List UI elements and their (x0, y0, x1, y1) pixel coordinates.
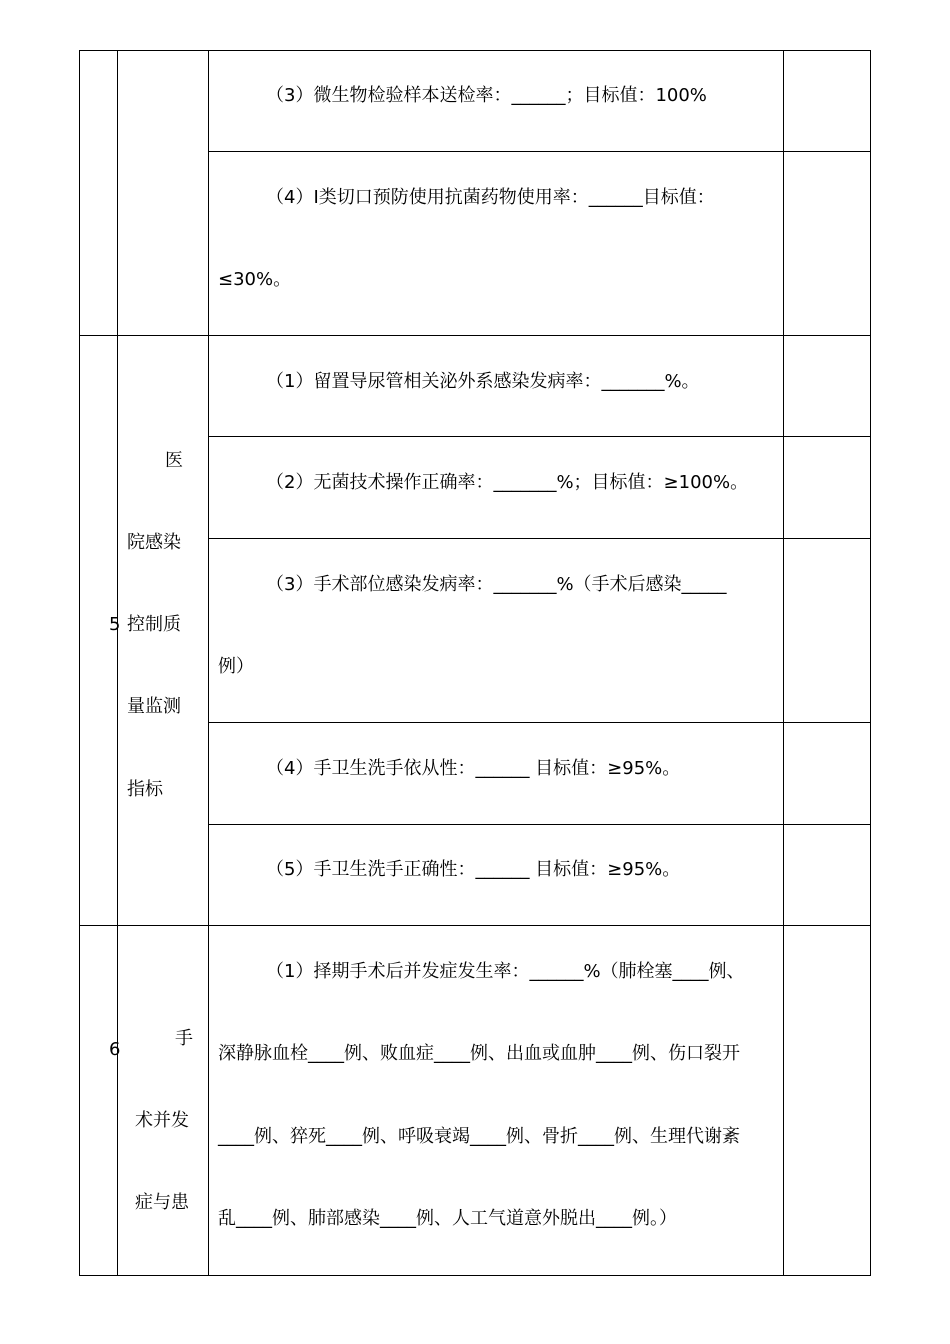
column-divider-remark (783, 50, 784, 1276)
item-text: （5）手卫生洗手正确性：______ 目标值：≥95%。 (266, 859, 681, 880)
item-divider (208, 436, 871, 437)
item-text: 乱____例、肺部感染____例、人工气道意外脱出____例。） (218, 1208, 677, 1229)
table-border-bottom (79, 1275, 871, 1276)
item-divider (208, 538, 871, 539)
item-text: ____例、猝死____例、呼吸衰竭____例、骨折____例、生理代谢紊 (218, 1126, 740, 1147)
item-text: ≤30%。 (218, 269, 292, 290)
table-border-top (79, 50, 871, 51)
table-border-right (870, 50, 871, 1276)
row-number: 5 (109, 614, 121, 635)
category-label: 院感染 (127, 532, 181, 553)
category-label: 量监测 (127, 696, 181, 717)
category-label: 术并发 (135, 1110, 189, 1131)
column-divider-number (117, 50, 118, 1276)
item-text: 深静脉血栓____例、败血症____例、出血或血肿____例、伤口裂开 (218, 1043, 740, 1064)
row-divider-section-6 (79, 925, 871, 926)
item-text: （3）手术部位感染发病率：_______%（手术后感染_____ (266, 574, 727, 595)
item-text: （1）择期手术后并发症发生率：______%（肺栓塞____例、 (266, 961, 745, 982)
category-label: 指标 (127, 779, 163, 800)
item-text: 例） (218, 656, 254, 677)
column-divider-category (208, 50, 209, 1276)
row-divider-section-5 (79, 335, 871, 336)
item-divider (208, 722, 871, 723)
indicator-table (79, 50, 871, 1276)
item-divider (208, 824, 871, 825)
category-label: 手 (175, 1028, 193, 1049)
category-label: 控制质 (127, 614, 181, 635)
item-text: （2）无菌技术操作正确率：_______%；目标值：≥100%。 (266, 472, 749, 493)
item-text: （1）留置导尿管相关泌外系感染发病率：_______%。 (266, 371, 700, 392)
item-divider (208, 151, 871, 152)
category-label: 医 (165, 450, 183, 471)
table-border-left (79, 50, 80, 1276)
item-text: （3）微生物检验样本送检率：______；目标值：100% (266, 85, 707, 106)
item-text: （4）Ⅰ类切口预防使用抗菌药物使用率：______目标值： (266, 187, 715, 208)
category-label: 症与患 (135, 1192, 189, 1213)
item-text: （4）手卫生洗手依从性：______ 目标值：≥95%。 (266, 758, 681, 779)
row-number: 6 (109, 1039, 121, 1060)
